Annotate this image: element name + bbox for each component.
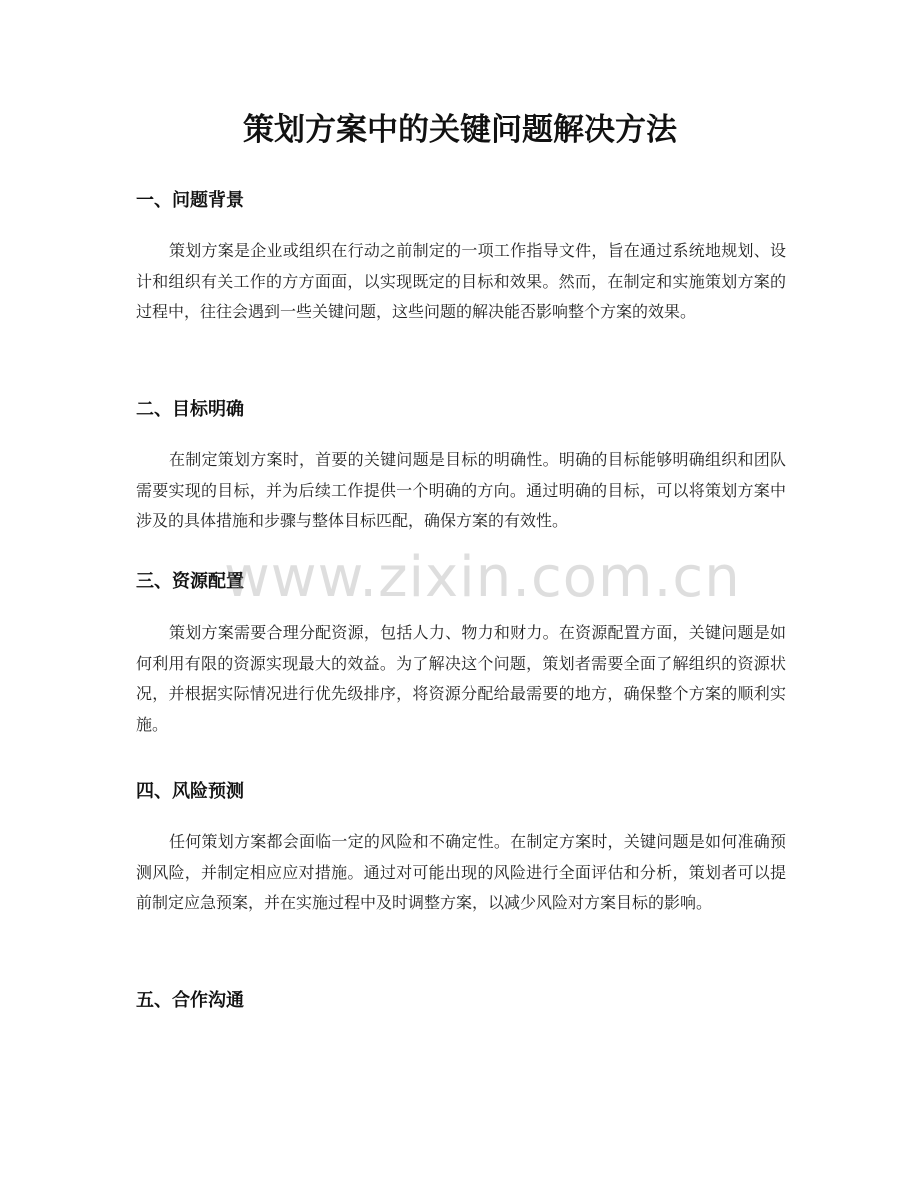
section-paragraph-resources: 策划方案需要合理分配资源，包括人力、物力和财力。在资源配置方面，关键问题是如何利用有限的资源实现最大的效益。为了解决这个问题，策划者需要全面了解组织的资源状况，并根据实际情况进行优先级排序，将资源分配给最需要的地方，确保整个方案的顺利实施。 bbox=[136, 623, 786, 734]
section-heading-goal: 二、目标明确 bbox=[136, 399, 244, 420]
watermark: www.zixin.com.cn bbox=[224, 545, 741, 610]
section-heading-risk: 四、风险预测 bbox=[136, 781, 244, 802]
section-heading-collaboration: 五、合作沟通 bbox=[136, 990, 244, 1011]
document-title: 策划方案中的关键问题解决方法 bbox=[243, 112, 677, 148]
section-paragraph-background: 策划方案是企业或组织在行动之前制定的一项工作指导文件，旨在通过系统地规划、设计和组织有关工作的方方面面，以实现既定的目标和效果。然而，在制定和实施策划方案的过程中，往往会遇到一些关键问题，这些问题的解决能否影响整个方案的效果。 bbox=[136, 241, 786, 321]
section-heading-background: 一、问题背景 bbox=[136, 190, 244, 211]
section-paragraph-goal: 在制定策划方案时，首要的关键问题是目标的明确性。明确的目标能够明确组织和团队需要实现的目标，并为后续工作提供一个明确的方向。通过明确的目标，可以将策划方案中涉及的具体措施和步骤与整体目标匹配，确保方案的有效性。 bbox=[136, 450, 786, 530]
section-paragraph-risk: 任何策划方案都会面临一定的风险和不确定性。在制定方案时，关键问题是如何准确预测风险，并制定相应应对措施。通过对可能出现的风险进行全面评估和分析，策划者可以提前制定应急预案，并在实施过程中及时调整方案，以减少风险对方案目标的影响。 bbox=[136, 832, 786, 912]
section-heading-resources: 三、资源配置 bbox=[136, 571, 244, 592]
